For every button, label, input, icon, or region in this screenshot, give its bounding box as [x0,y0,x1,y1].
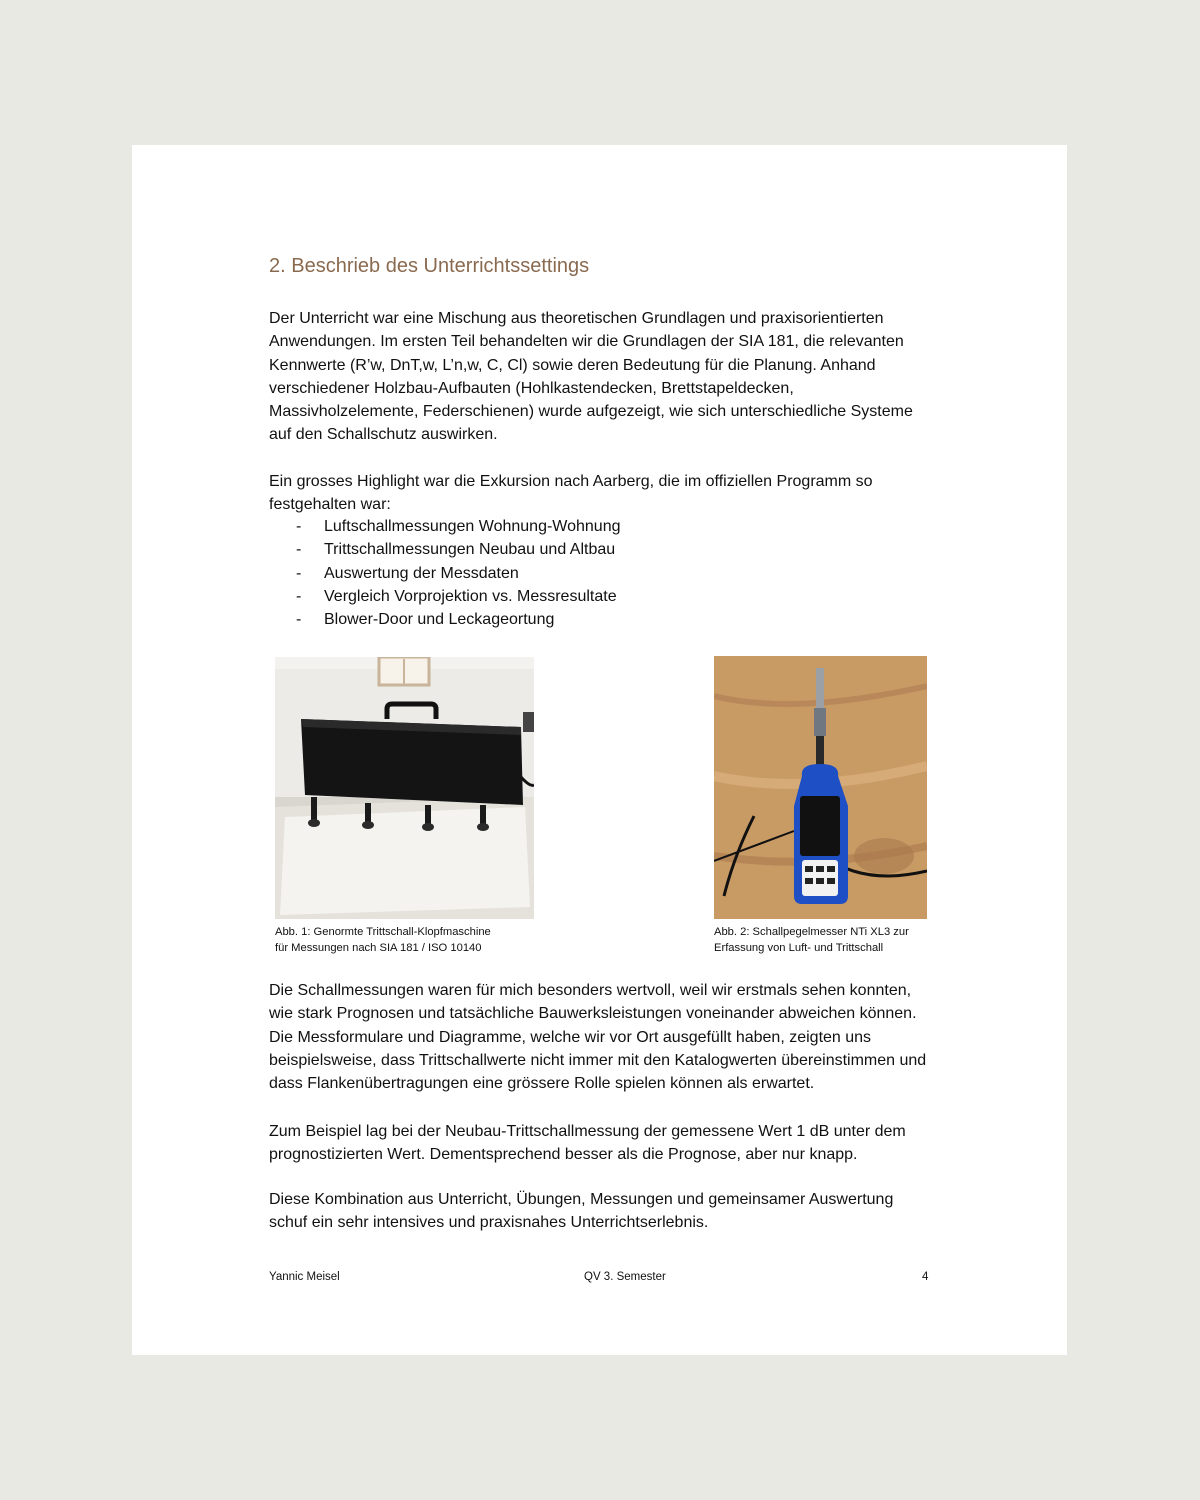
list-marker: - [296,518,302,535]
figure-sound-level-meter [714,656,927,956]
paragraph-intro: Der Unterricht war eine Mischung aus theoretischen Grundlagen und praxisorientierten Anwendungen. Im ersten Teil behandelten wir die Grundlagen der SIA 181, die relevanten Kennwerte (R’w, DnT,w, L’n,w, C, Cl) sowie deren Bedeutung für die Planung. Anhand verschiedener Holzbau-Aufbauten (Hohlkastendecken, Brettstapeldecken, Massivholzelemente, Federschienen) wurde aufgezeigt, wie sich unterschiedliche Systeme auf den Schallschutz auswirken. [269,310,913,444]
tapping-machine-photo [275,657,534,919]
section-heading: 2. Beschrieb des Unterrichtssettings [269,255,590,277]
footer-page-number: 4 [922,1271,929,1283]
paragraph-example: Zum Beispiel lag bei der Neubau-Trittschallmessung der gemessene Wert 1 dB unter dem prognostizierten Wert. Dementsprechend besser als die Prognose, aber nur knapp. [269,1123,906,1164]
list-item: - Auswertung der Messdaten [269,562,621,585]
list-item: - Vergleich Vorprojektion vs. Messresultate [269,585,621,608]
list-item: - Luftschallmessungen Wohnung-Wohnung [269,515,621,538]
list-item: - Blower-Door und Leckageortung [269,608,621,631]
list-marker: - [296,564,302,582]
figure2-caption: Abb. 2: Schallpegelmesser NTi XL3 zur Erfassung von Luft- und Trittschall [714,926,909,954]
figure1-caption: Abb. 1: Genormte Trittschall-Klopfmaschine für Messungen nach SIA 181 / ISO 10140 [275,926,491,954]
list-item: - Trittschallmessungen Neubau und Altbau [269,538,621,561]
paragraph-conclusion: Diese Kombination aus Unterricht, Übungen, Messungen und gemeinsamer Auswertung schuf ein sehr intensives und praxisnahes Unterrichtserlebnis. [269,1191,894,1232]
footer-author: Yannic Meisel [269,1271,340,1283]
paragraph-excursion: Ein grosses Highlight war die Exkursion nach Aarberg, die im offiziellen Programm so festgehalten war: [269,473,873,514]
list-marker: - [296,541,302,559]
footer-course: QV 3. Semester [584,1271,666,1283]
document-page [132,145,1067,1355]
list-marker: - [296,611,302,629]
sound-level-meter-photo [714,656,927,919]
figure-tapping-machine [275,657,534,956]
paragraph-measurements: Die Schallmessungen waren für mich besonders wertvoll, weil wir erstmals sehen konnten, wie stark Prognosen und tatsächliche Bauwerksleistungen voneinander abweichen können. Die Messformulare und Diagramme, welche wir vor Ort ausgefüllt haben, zeigten uns beispielsweise, dass Trittschallwerte nicht immer mit den Katalogwerten übereinstimmen und dass Flankenübertragungen eine grössere Rolle spielen können als erwartet. [269,982,927,1093]
excursion-program-list [269,515,621,631]
list-marker: - [296,587,302,605]
